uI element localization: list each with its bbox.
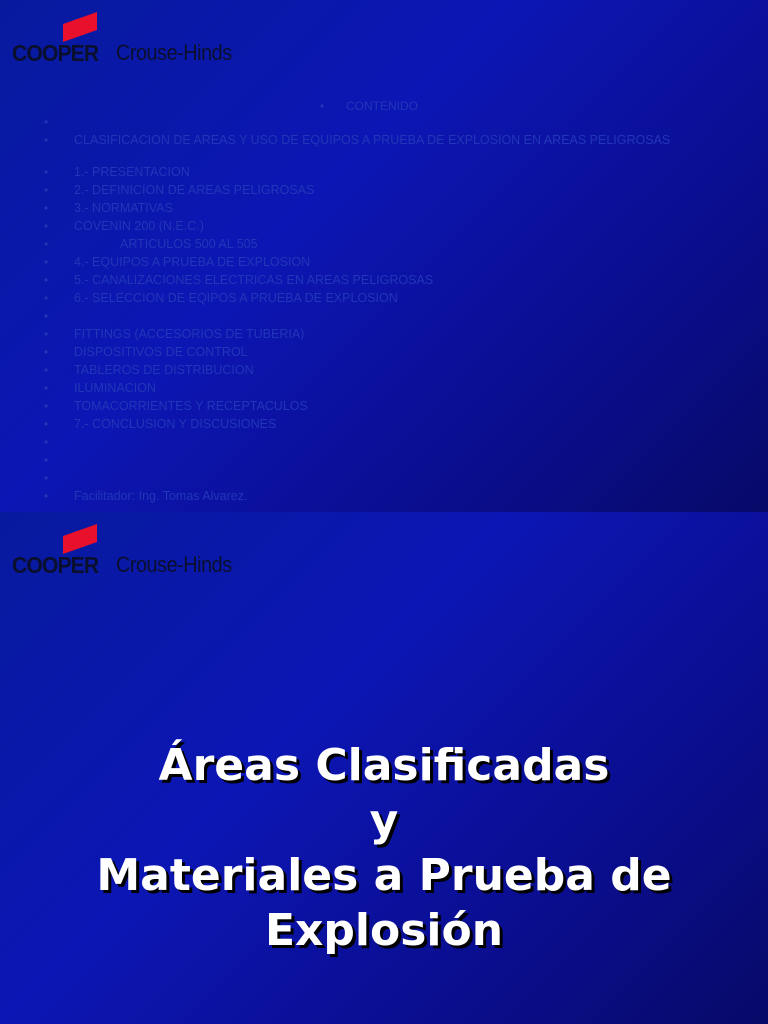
logo-flag-icon (63, 12, 97, 42)
title-line: y (369, 795, 399, 846)
contents-list (44, 115, 724, 507)
heading-bullet: • (320, 99, 325, 113)
list-item: • 3.- NORMATIVAS (44, 201, 724, 219)
list-item (44, 115, 724, 133)
title-line: Materiales a Prueba de (96, 850, 672, 901)
list-item (44, 309, 724, 327)
logo-brand: COOPER (12, 552, 99, 578)
presentation-title (0, 738, 768, 958)
logo-brand: COOPER (12, 40, 99, 66)
list-item: • CLASIFICACION DE AREAS Y USO DE EQUIPOS A PRUEBA DE EXPLOSION EN AREAS PELIGROSAS (44, 133, 724, 165)
cooper-crouse-hinds-logo (12, 524, 264, 576)
list-item: • DISPOSITIVOS DE CONTROL (44, 345, 724, 363)
list-item: • 6.- SELECCION DE EQIPOS A PRUEBA DE EXPLOSION (44, 291, 724, 309)
list-item (44, 471, 724, 489)
logo-name: Crouse-Hinds (116, 40, 232, 65)
list-item: • TABLEROS DE DISTRIBUCION (44, 363, 724, 381)
list-item: • FITTINGS (ACCESORIOS DE TUBERIA) (44, 327, 724, 345)
logo-name: Crouse-Hinds (116, 552, 232, 577)
title-line: Explosión (264, 905, 504, 956)
list-item: • 2.- DEFINICION DE AREAS PELIGROSAS (44, 183, 724, 201)
list-item: • 5.- CANALIZACIONES ELECTRICAS EN AREAS PELIGROSAS (44, 273, 724, 291)
list-item: • TOMACORRIENTES Y RECEPTACULOS (44, 399, 724, 417)
title-line: Áreas Clasificadas (158, 740, 610, 791)
list-item: • Facilitador: Ing. Tomas Alvarez. (44, 489, 724, 507)
cooper-crouse-hinds-logo (12, 12, 264, 64)
logo-flag-icon (63, 524, 97, 554)
list-item: • ARTICULOS 500 AL 505 (44, 237, 724, 255)
list-item: • 7.- CONCLUSION Y DISCUSIONES (44, 417, 724, 435)
list-item (44, 453, 724, 471)
list-item (44, 435, 724, 453)
list-item: • 4.- EQUIPOS A PRUEBA DE EXPLOSION (44, 255, 724, 273)
contents-heading (320, 99, 418, 113)
heading-text: CONTENIDO (346, 99, 418, 113)
list-item: • 1.- PRESENTACION (44, 165, 724, 183)
list-item: • COVENIN 200 (N.E.C.) (44, 219, 724, 237)
list-item: • ILUMINACION (44, 381, 724, 399)
